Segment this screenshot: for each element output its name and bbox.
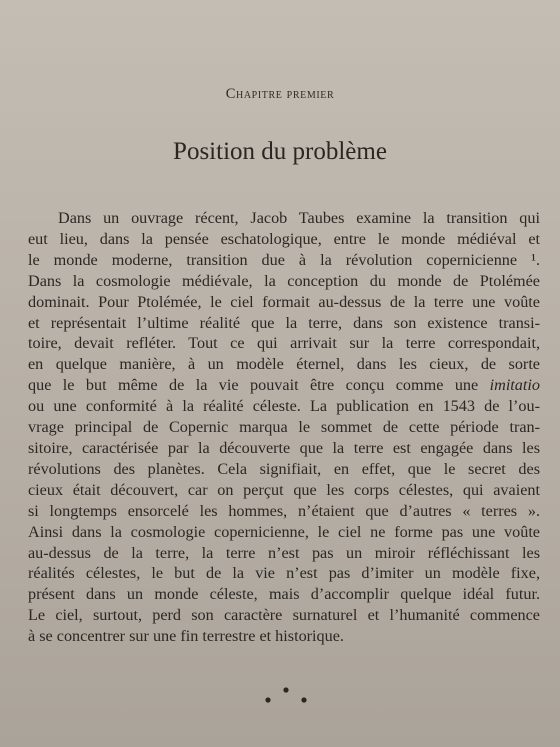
text-line [28, 417, 540, 438]
text-line [28, 208, 540, 229]
text-segment: Ainsi dans la cosmologie copernicienne, le ciel ne forme pas une voûte [28, 522, 540, 541]
text-line [28, 605, 540, 626]
text-line [28, 563, 540, 584]
text-line [28, 501, 540, 522]
text-segment: Dans un ouvrage récent, Jacob Taubes examine la transition qui [58, 209, 540, 227]
text-line [28, 626, 540, 647]
text-line [28, 354, 540, 375]
text-segment: dominait. Pour Ptolémée, le ciel formait au-dessus de la terre une voûte [28, 292, 540, 311]
text-segment: au-dessus de la terre, la terre n’est pas un miroir réfléchissant les [28, 543, 540, 562]
text-segment: en quelque manière, à un modèle éternel, dans les cieux, de sorte [28, 355, 540, 374]
asterisk-left [265, 697, 270, 702]
italic-word: imitatio [489, 376, 540, 395]
text-segment: eut lieu, dans la pensée eschatologique, entre le monde médiéval et [28, 229, 540, 248]
asterisk-top [283, 687, 288, 692]
text-segment: révolutions des planètes. Cela signifiait, en effet, que le secret des [28, 459, 540, 478]
text-segment: sitoire, caractérisée par la découverte que la terre est engagée dans les [28, 438, 540, 457]
text-segment: le monde moderne, transition due à la révolution copernicienne ¹. [28, 250, 540, 269]
text-line [28, 522, 540, 543]
text-segment: si longtemps ensorcelé les hommes, n’étaient que d’autres « terres ». [28, 501, 540, 520]
text-line [28, 480, 540, 501]
chapter-title: Position du problème [173, 138, 387, 165]
body-paragraph [28, 208, 540, 647]
text-line [28, 250, 540, 271]
text-segment: que le but même de la vie pouvait être conçu comme une [28, 376, 490, 395]
text-line [28, 396, 540, 417]
asterism-ornament [0, 684, 560, 710]
text-segment: et représentait l’ultime réalité que la terre, dans son existence transi- [28, 313, 540, 332]
text-line [28, 292, 540, 313]
text-segment: Le ciel, surtout, perd son caractère surnaturel et l’humanité commence [28, 606, 540, 625]
text-line [28, 438, 540, 459]
text-line [28, 459, 540, 480]
chapter-label: Chapitre premier [225, 86, 335, 102]
text-segment: présent dans un monde céleste, mais d’accomplir quelque idéal futur. [28, 585, 540, 604]
text-line [28, 543, 540, 564]
text-segment: réalités célestes, le but de la vie n’est pas d’imiter un modèle fixe, [28, 564, 540, 583]
text-segment: vrage principal de Copernic marqua le sommet de cette période tran- [28, 418, 540, 437]
text-segment: à se concentrer sur une fin terrestre et historique. [28, 627, 344, 646]
text-line [28, 313, 540, 334]
text-segment: ou une conformité à la réalité céleste. La publication en 1543 de l’ou- [28, 397, 540, 416]
text-line [28, 584, 540, 605]
text-line [28, 333, 540, 354]
text-line [28, 271, 540, 292]
text-segment: cieux était découvert, car on perçut que les corps célestes, qui avaient [28, 480, 540, 499]
text-line [28, 375, 540, 396]
text-segment: toire, devait refléter. Tout ce qui arrivait sur la terre correspondait, [28, 334, 540, 353]
text-segment: Dans la cosmologie médiévale, la conception du monde de Ptolémée [28, 271, 540, 290]
asterisk-right [301, 697, 306, 702]
text-line [28, 229, 540, 250]
